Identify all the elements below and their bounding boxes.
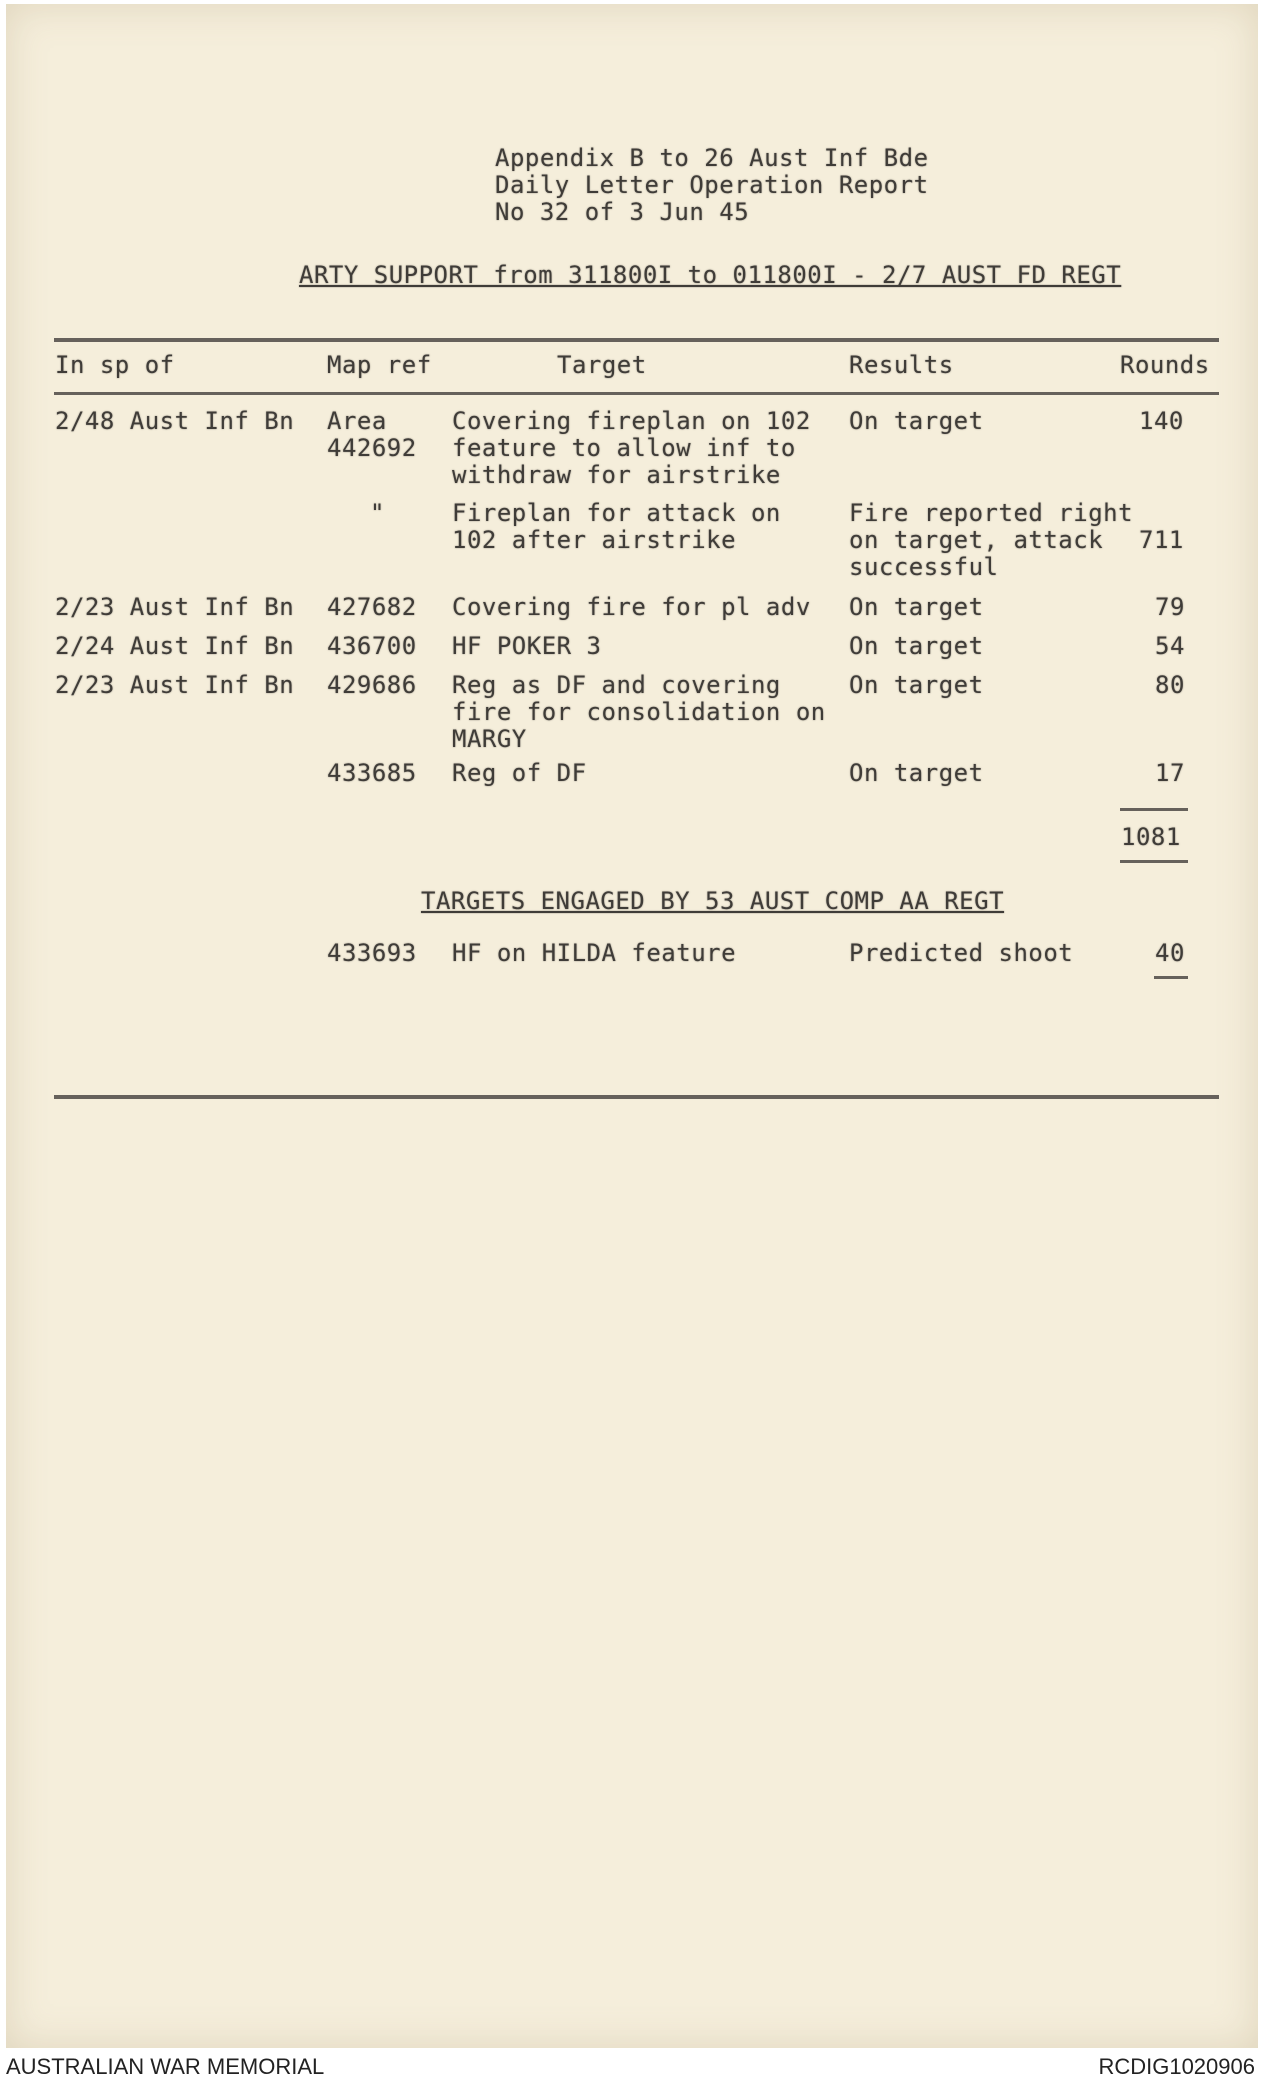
row-3-result: On target xyxy=(849,593,984,621)
row-1-unit: 2/48 Aust Inf Bn xyxy=(55,407,295,435)
row-1-target: Covering fireplan on 102 feature to allow inf to withdraw for airstrike xyxy=(452,407,811,489)
row-2-target: Fireplan for attack on 102 after airstrike xyxy=(452,499,781,554)
row-4-result: On target xyxy=(849,632,984,660)
footer-record-id: RCDIG1020906 xyxy=(1098,2054,1255,2079)
row-5-rounds: 80 xyxy=(1155,671,1185,699)
row-5-map-ref: 429686 xyxy=(327,671,417,699)
aa-row-result: Predicted shoot xyxy=(849,939,1074,967)
report-title: ARTY SUPPORT from 311800I to 011800I - 2/7 AUST FD REGT xyxy=(299,261,1122,289)
row-6-target: Reg of DF xyxy=(452,759,587,787)
table-bottom-rule xyxy=(54,1095,1219,1099)
row-4-map-ref: 436700 xyxy=(327,632,417,660)
col-head-rounds: Rounds xyxy=(1120,351,1210,379)
row-1-rounds: 140 xyxy=(1139,407,1184,435)
row-4-rounds: 54 xyxy=(1155,632,1185,660)
row-4-unit: 2/24 Aust Inf Bn xyxy=(55,632,295,660)
document-page xyxy=(6,4,1258,2048)
row-3-rounds: 79 xyxy=(1155,593,1185,621)
aa-row-map-ref: 433693 xyxy=(327,939,417,967)
row-1-map-ref: Area 442692 xyxy=(327,407,417,462)
report-header xyxy=(495,145,929,226)
row-5-target: Reg as DF and covering fire for consolidation on MARGY xyxy=(452,671,826,753)
row-6-map-ref: 433685 xyxy=(327,759,417,787)
row-5-unit: 2/23 Aust Inf Bn xyxy=(55,671,295,699)
row-2-map-ref: " xyxy=(370,499,385,527)
table-header-rule xyxy=(54,392,1219,395)
aa-section-heading: TARGETS ENGAGED BY 53 AUST COMP AA REGT xyxy=(421,887,1005,915)
row-1-result: On target xyxy=(849,407,984,435)
col-head-results: Results xyxy=(849,351,954,379)
row-2-result: Fire reported right on target, attack successful xyxy=(849,499,1134,581)
header-line-3: No 32 of 3 Jun 45 xyxy=(495,198,750,226)
row-6-rounds: 17 xyxy=(1155,759,1185,787)
aa-row-target: HF on HILDA feature xyxy=(452,939,737,967)
table-top-rule xyxy=(54,338,1219,342)
col-head-in-sp-of: In sp of xyxy=(55,351,175,379)
aa-rounds-rule xyxy=(1154,976,1188,979)
aa-row-rounds: 40 xyxy=(1155,939,1185,967)
header-line-1: Appendix B to 26 Aust Inf Bde xyxy=(495,144,929,172)
row-4-target: HF POKER 3 xyxy=(452,632,602,660)
total-top-rule xyxy=(1120,808,1188,811)
header-line-2: Daily Letter Operation Report xyxy=(495,171,929,199)
row-3-unit: 2/23 Aust Inf Bn xyxy=(55,593,295,621)
archive-footer xyxy=(0,2050,1277,2082)
total-bottom-rule xyxy=(1120,860,1188,863)
row-2-rounds: 711 xyxy=(1139,526,1184,554)
row-6-result: On target xyxy=(849,759,984,787)
footer-institution: AUSTRALIAN WAR MEMORIAL xyxy=(6,2054,325,2079)
col-head-target: Target xyxy=(557,351,647,379)
row-3-target: Covering fire for pl adv xyxy=(452,593,811,621)
row-3-map-ref: 427682 xyxy=(327,593,417,621)
total-rounds: 1081 xyxy=(1121,823,1181,851)
row-5-result: On target xyxy=(849,671,984,699)
col-head-map-ref: Map ref xyxy=(327,351,432,379)
